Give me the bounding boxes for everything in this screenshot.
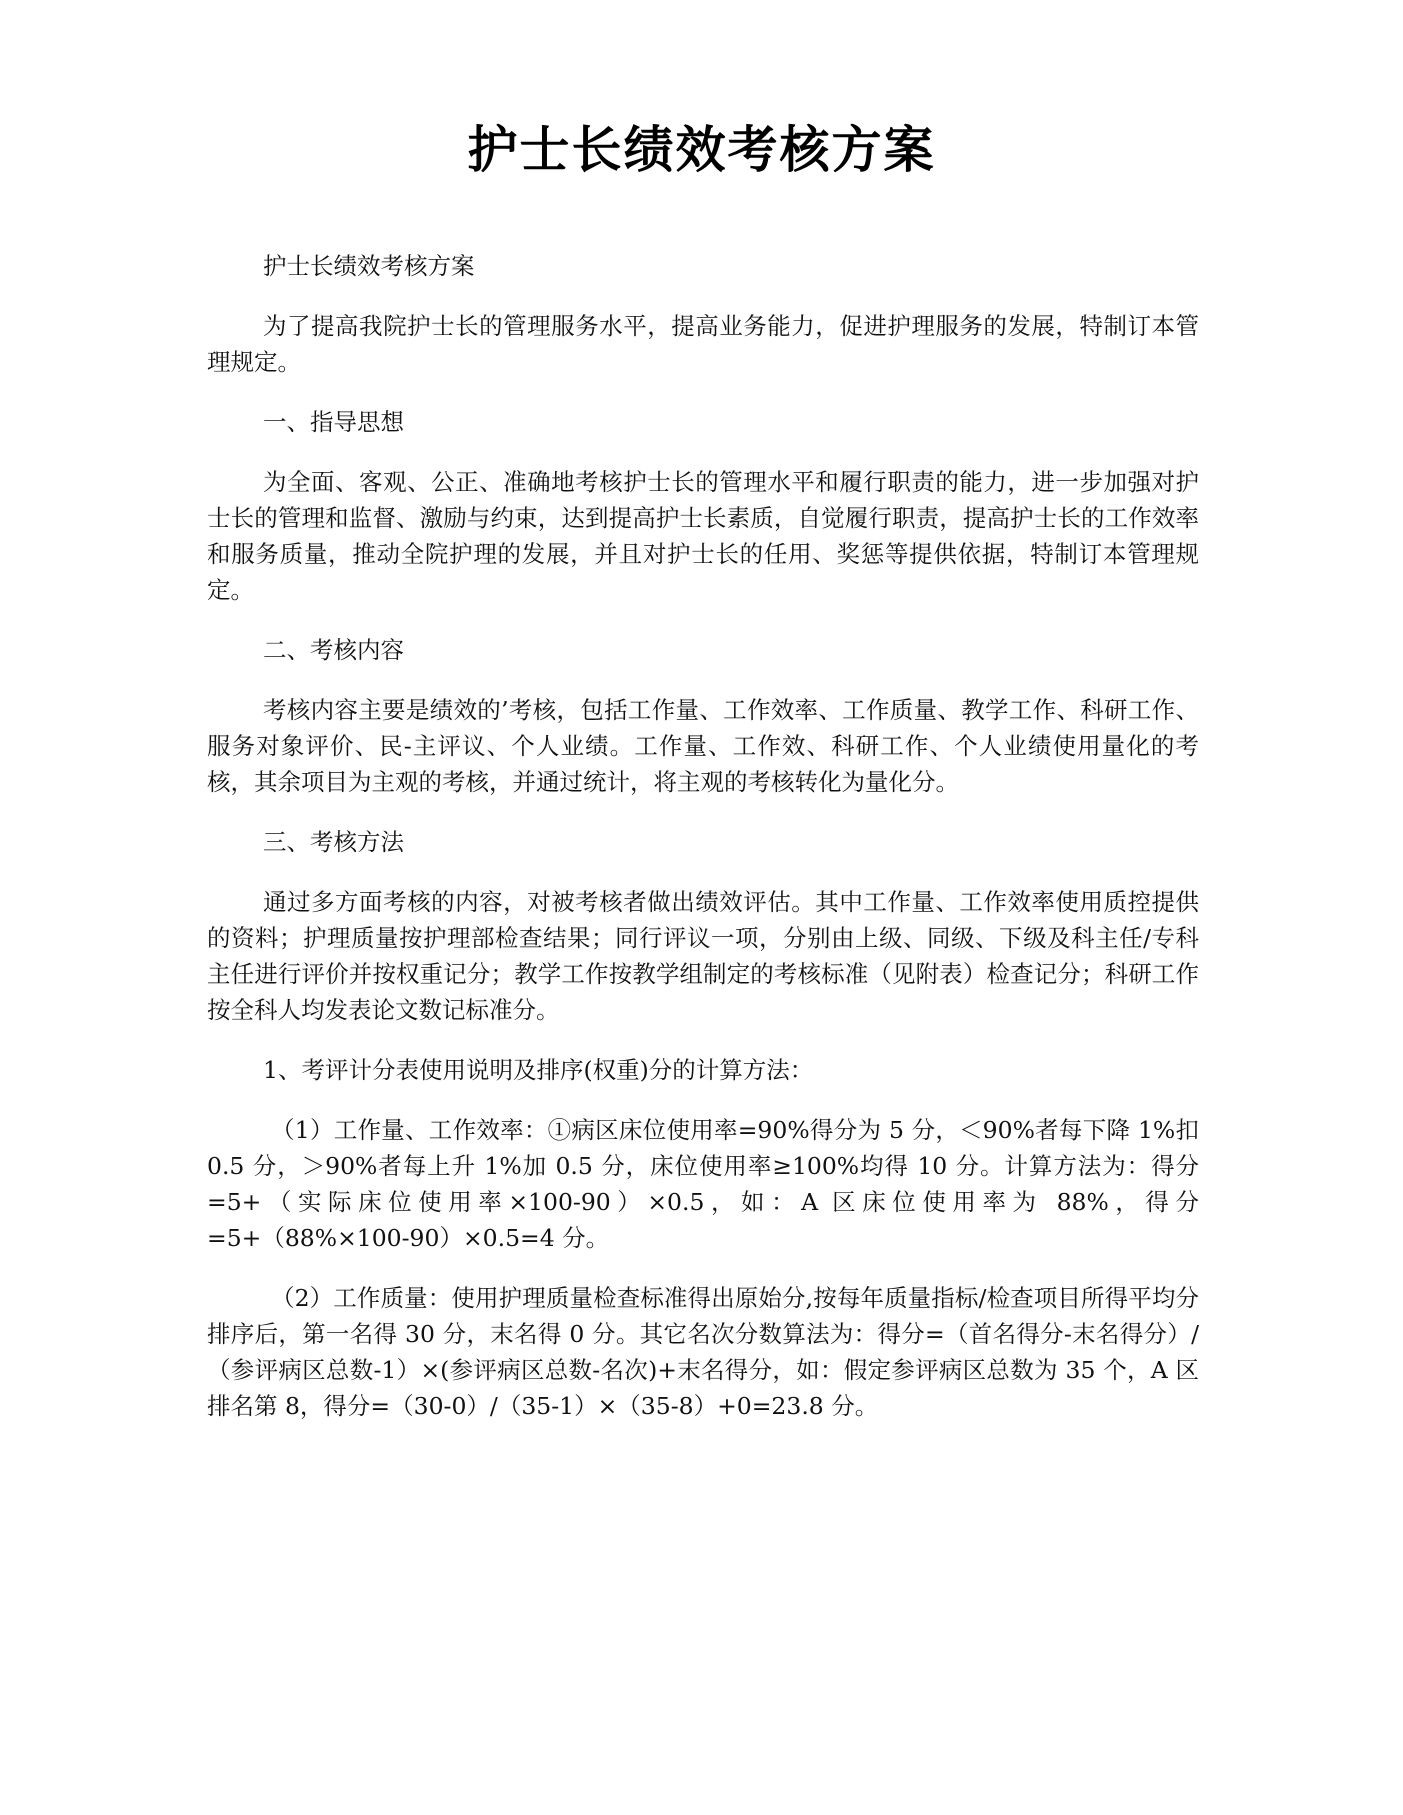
document-body bbox=[207, 248, 1199, 1424]
section-heading-assessment-method: 三、考核方法 bbox=[263, 828, 404, 856]
section-heading-guiding-thought: 一、指导思想 bbox=[263, 408, 404, 436]
workload-efficiency-paragraph: （1）工作量、工作效率：①病区床位使用率=90%得分为 5 分，＜90%者每下降 1%扣 0.5 分，＞90%者每上升 1%加 0.5 分，床位使用率≥100%均得 10 分。计算方法为：得分=5+（实际床位使用率×100-90）×0.5，如：A 区床位使用率为 88%，得分=5+（88%×100-90）×0.5=4 分。 bbox=[207, 1116, 1199, 1252]
document-title: 护士长绩效考核方案 bbox=[467, 121, 936, 179]
intro-paragraph: 为了提高我院护士长的管理服务水平，提高业务能力，促进护理服务的发展，特制订本管理规定。 bbox=[207, 312, 1199, 376]
assessment-method-paragraph: 通过多方面考核的内容，对被考核者做出绩效评估。其中工作量、工作效率使用质控提供的资料；护理质量按护理部检查结果；同行评议一项，分别由上级、同级、下级及科主任/专科主任进行评价并按权重记分；教学工作按教学组制定的考核标准（见附表）检查记分；科研工作按全科人均发表论文数记标准分。 bbox=[207, 888, 1199, 1024]
section-heading-assessment-content: 二、考核内容 bbox=[263, 636, 404, 664]
subtitle-paragraph: 护士长绩效考核方案 bbox=[263, 252, 475, 280]
work-quality-paragraph: （2）工作质量：使用护理质量检查标准得出原始分,按每年质量指标/检查项目所得平均分排序后，第一名得 30 分，末名得 0 分。其它名次分数算法为：得分=（首名得分-末名得分）/（参评病区总数-1）×(参评病区总数-名次)+末名得分，如：假定参评病区总数为 35 个，A 区排名第 8，得分=（30-0）/（35-1）×（35-8）+0=23.8 分。 bbox=[207, 1284, 1199, 1420]
assessment-content-paragraph: 考核内容主要是绩效的’考核，包括工作量、工作效率、工作质量、教学工作、科研工作、服务对象评价、民-主评议、个人业绩。工作量、工作效、科研工作、个人业绩使用量化的考核，其余项目为主观的考核，并通过统计，将主观的考核转化为量化分。 bbox=[207, 696, 1199, 796]
scoring-instructions-heading: 1、考评计分表使用说明及排序(权重)分的计算方法： bbox=[263, 1056, 814, 1084]
guiding-thought-paragraph: 为全面、客观、公正、准确地考核护士长的管理水平和履行职责的能力，进一步加强对护士长的管理和监督、激励与约束，达到提高护士长素质，自觉履行职责，提高护士长的工作效率和服务质量，推动全院护理的发展，并且对护士长的任用、奖惩等提供依据，特制订本管理规定。 bbox=[207, 468, 1199, 604]
